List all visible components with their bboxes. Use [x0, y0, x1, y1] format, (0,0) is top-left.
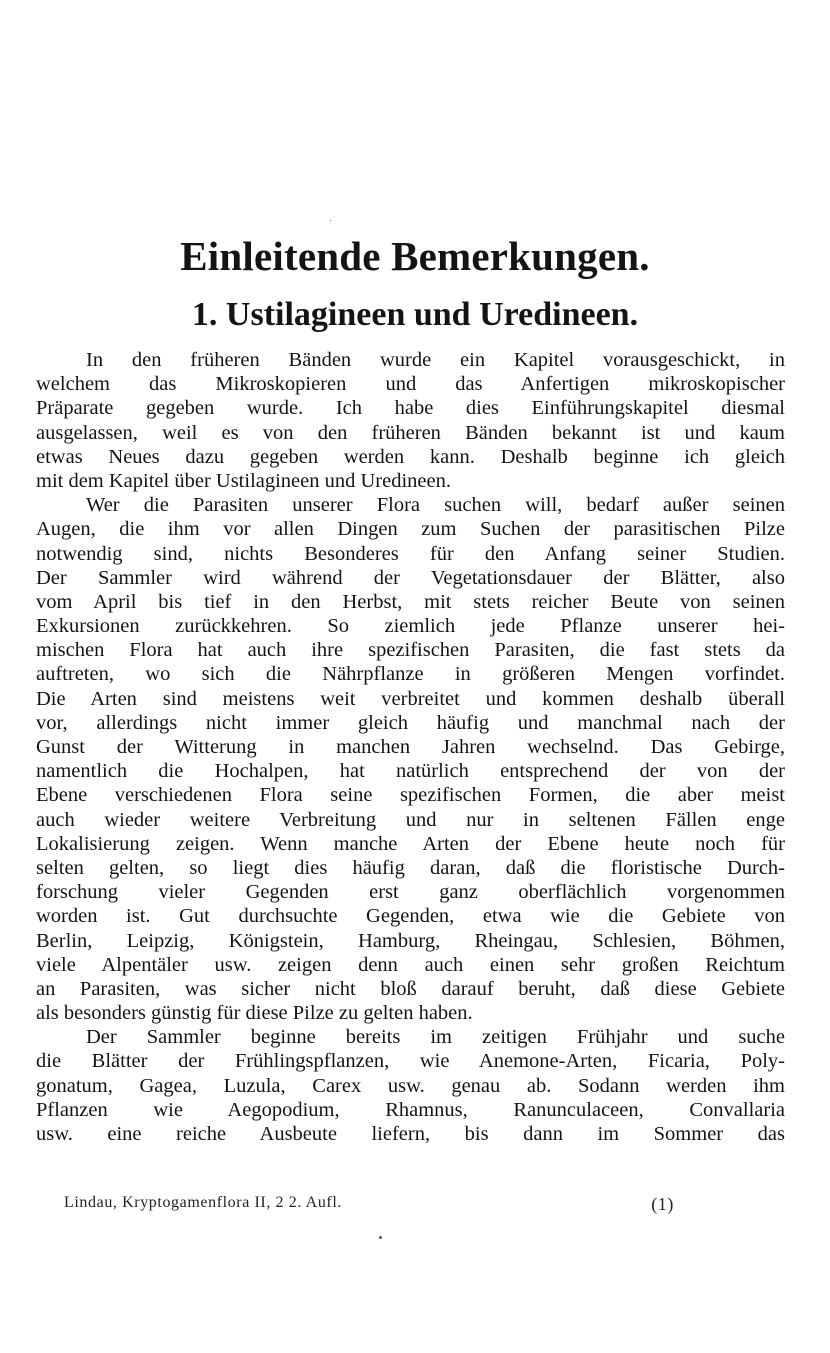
text-line: Präparate gegeben wurde. Ich habe dies Einführungskapitel diesmal: [36, 397, 785, 420]
text-line: Der Sammler beginne bereits im zeitigen Frühjahr und suche: [86, 1026, 785, 1049]
print-speck: [330, 220, 331, 221]
text-line: forschung vieler Gegenden erst ganz oberflächlich vorgenommen: [36, 881, 785, 904]
text-line: an Parasiten, was sicher nicht bloß darauf beruht, daß diese Gebiete: [36, 977, 785, 1000]
text-line: gonatum, Gagea, Luzula, Carex usw. genau ab. Sodann werden ihm: [36, 1074, 785, 1097]
text-line: selten gelten, so liegt dies häufig daran, daß die floristische Durch-: [36, 856, 785, 879]
text-line: Lokalisierung zeigen. Wenn manche Arten der Ebene heute noch für: [36, 832, 785, 855]
text-line: notwendig sind, nichts Besonderes für den Anfang seiner Studien.: [36, 542, 785, 565]
text-line: Pflanzen wie Aegopodium, Rhamnus, Ranunculaceen, Convallaria: [36, 1098, 785, 1121]
text-line: Berlin, Leipzig, Königstein, Hamburg, Rheingau, Schlesien, Böhmen,: [36, 929, 785, 952]
text-line: In den früheren Bänden wurde ein Kapitel vorausgeschickt, in: [86, 349, 785, 371]
text-line: die Blätter der Frühlingspflanzen, wie Anemone-Arten, Ficaria, Poly-: [36, 1050, 785, 1073]
text-line: ausgelassen, weil es von den früheren Bänden bekannt ist und kaum: [36, 421, 785, 444]
footer-sheet-number: (1): [651, 1194, 674, 1214]
text-line: Exkursionen zurückkehren. So ziemlich jede Pflanze unserer hei-: [36, 615, 785, 638]
footer-signature: Lindau, Kryptogamenflora II, 2 2. Aufl.: [64, 1194, 343, 1211]
page-title: Einleitende Bemerkungen.: [180, 233, 650, 279]
text-line: mit dem Kapitel über Ustilagineen und Uredineen.: [36, 469, 452, 492]
text-line: mischen Flora hat auch ihre spezifischen Parasiten, die fast stets da: [36, 639, 785, 662]
text-line: vor, allerdings nicht immer gleich häufig und manchmal nach der: [36, 711, 785, 734]
text-line: vom April bis tief in den Herbst, mit stets reicher Beute von seinen: [36, 590, 785, 613]
text-line: als besonders günstig für diese Pilze zu gelten haben.: [36, 1002, 473, 1025]
print-speck: [379, 1236, 382, 1239]
text-line: Die Arten sind meistens weit verbreitet und kommen deshalb überall: [36, 687, 785, 710]
text-line: Gunst der Witterung in manchen Jahren wechselnd. Das Gebirge,: [36, 736, 785, 758]
text-line: worden ist. Gut durchsuchte Gegenden, etwa wie die Gebiete von: [36, 905, 785, 928]
section-title: 1. Ustilagineen und Uredineen.: [191, 296, 639, 333]
body-text: [36, 348, 785, 1146]
text-line: usw. eine reiche Ausbeute liefern, bis dann im Sommer das: [36, 1123, 785, 1145]
text-line: Der Sammler wird während der Vegetationsdauer der Blätter, also: [36, 566, 785, 589]
text-line: Augen, die ihm vor allen Dingen zum Suchen der parasitischen Pilze: [36, 518, 785, 541]
text-line: namentlich die Hochalpen, hat natürlich entsprechend der von der: [36, 760, 785, 783]
text-line: Ebene verschiedenen Flora seine spezifischen Formen, die aber meist: [36, 784, 785, 807]
text-line: etwas Neues dazu gegeben werden kann. Deshalb beginne ich gleich: [36, 445, 785, 468]
text-line: Wer die Parasiten unserer Flora suchen will, bedarf außer seinen: [86, 494, 785, 517]
text-line: auch wieder weitere Verbreitung und nur in seltenen Fällen enge: [36, 808, 785, 831]
text-line: auftreten, wo sich die Nährpflanze in größeren Mengen vorfindet.: [36, 663, 785, 686]
text-line: welchem das Mikroskopieren und das Anfertigen mikroskopischer: [36, 373, 785, 396]
text-line: viele Alpentäler usw. zeigen denn auch einen sehr großen Reichtum: [36, 953, 785, 976]
